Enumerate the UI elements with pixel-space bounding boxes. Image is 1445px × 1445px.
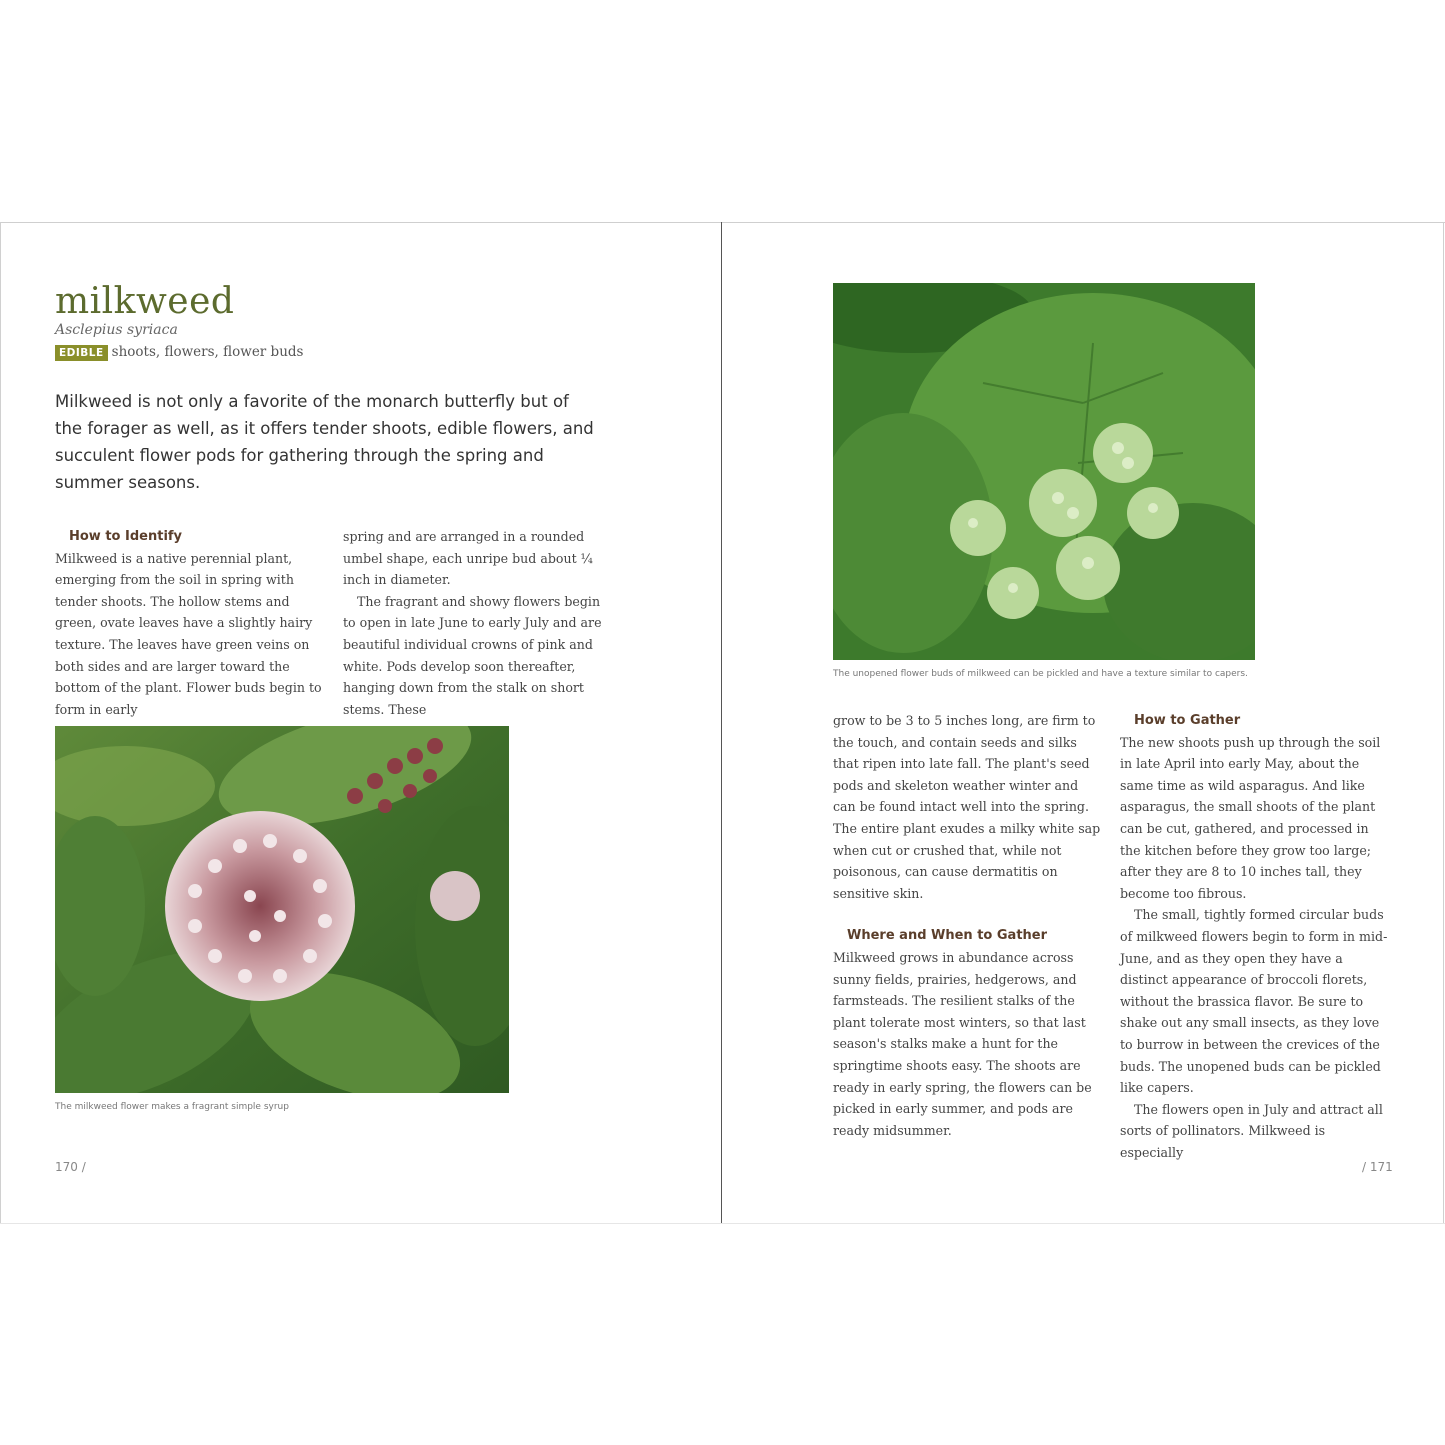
page-edge-left xyxy=(0,222,1,1223)
right-column-2 xyxy=(1120,710,1390,1163)
edible-parts: shoots, flowers, flower buds xyxy=(111,344,304,360)
photo-caption: The unopened flower buds of milkweed can be pickled and have a texture similar to capers. xyxy=(833,669,1248,679)
edible-badge: EDIBLE xyxy=(55,345,108,361)
page-number-right: / 171 xyxy=(1362,1160,1393,1174)
intro-paragraph: Milkweed is not only a favorite of the monarch butterfly but of the forager as well, as it offers tender shoots, edible flowers, and succulent flower pods for gathering through the spring and summer seasons. xyxy=(55,392,594,492)
body-paragraph: The flowers open in July and attract all sorts of pollinators. Milkweed is especially xyxy=(1120,1101,1383,1160)
body-paragraph: The fragrant and showy flowers begin to open in late June to early July and are beautiful individual crowns of pink and white. Pods develop soon thereafter, hanging down from the stalk on short stems. These xyxy=(343,593,602,717)
section-heading-how-to-gather: How to Gather xyxy=(1134,713,1241,728)
left-column-2 xyxy=(343,526,613,720)
body-paragraph: The small, tightly formed circular buds of milkweed flowers begin to form in mid-June, and as they open they have a distinct appearance of broccoli florets, without the brassica flavor. Be sure to shake out any small insects, as they love to burrow in between the crevices of the buds. The unopened buds can be pickled like capers. xyxy=(1120,907,1388,1096)
latin-name: Asclepius syriaca xyxy=(55,322,178,338)
body-paragraph: spring and are arranged in a rounded umbel shape, each unripe bud about ¼ inch in diameter. xyxy=(343,529,593,588)
body-paragraph: Milkweed is a native perennial plant, emerging from the soil in spring with tender shoots. The hollow stems and green, ovate leaves have a slightly hairy texture. The leaves have green veins on both sides and are larger toward the bottom of the plant. Flower buds begin to form in early xyxy=(55,550,322,717)
page-edge-right xyxy=(1443,222,1444,1223)
edible-row xyxy=(55,344,303,361)
body-paragraph: The new shoots push up through the soil in late April into early May, about the same time as wild asparagus. And like asparagus, the small shoots of the plant can be cut, gathered, and processed in the kitchen before they grow too large; after they are 8 to 10 inches tall, they become too fibrous. xyxy=(1120,734,1381,901)
body-paragraph: Milkweed grows in abundance across sunny fields, prairies, hedgerows, and farmsteads. The resilient stalks of the plant tolerate most winters, so that last season's stalks make a hunt for the springtime shoots easy. The shoots are ready in early spring, the flowers can be picked in early summer, and pods are ready midsummer. xyxy=(833,949,1092,1138)
page-title: milkweed xyxy=(55,281,235,322)
book-gutter xyxy=(721,222,722,1223)
section-heading-identify: How to Identify xyxy=(69,529,183,544)
left-column-1 xyxy=(55,526,325,720)
milkweed-buds-photo xyxy=(833,283,1255,660)
page-number-left: 170 / xyxy=(55,1160,86,1174)
photo-caption: The milkweed flower makes a fragrant simple syrup xyxy=(55,1102,289,1112)
right-column-1 xyxy=(833,710,1103,1141)
milkweed-flower-photo xyxy=(55,726,509,1093)
body-paragraph: grow to be 3 to 5 inches long, are firm to the touch, and contain seeds and silks that ripen into late fall. The plant's seed pods and skeleton weather winter and can be found intact well into the spring. The entire plant exudes a milky white sap when cut or crushed that, while not poisonous, can cause dermatitis on sensitive skin. xyxy=(833,713,1101,901)
section-heading-where-when: Where and When to Gather xyxy=(847,928,1048,944)
